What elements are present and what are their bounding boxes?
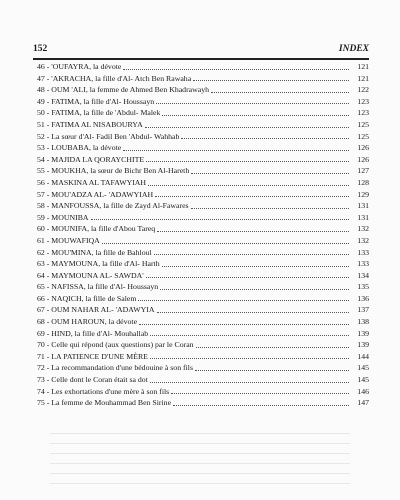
entry-title: 69 - HIND, la fille d'Al- Mouhallab: [37, 328, 149, 338]
entry-title: 63 - MAYMOUNA, la fille d'Al- Harth: [37, 259, 160, 269]
index-entry: [37, 374, 369, 386]
dot-leader: [138, 299, 349, 301]
index-entry: [37, 293, 369, 305]
entry-page-number: 121: [357, 73, 369, 83]
entry-title: 48 - OUM 'ALI, la femme de Ahmed Ben Khadrawayh: [37, 85, 210, 95]
entry-page-number: 147: [357, 398, 369, 408]
index-entry: [37, 96, 369, 108]
index-entry: [37, 177, 369, 189]
entry-title: 71 - LA PATIENCE D'UNE MÈRE: [37, 351, 148, 361]
dot-leader: [162, 265, 349, 267]
index-entry: [37, 189, 369, 201]
index-entry: [37, 73, 369, 85]
entry-page-number: 137: [357, 305, 369, 315]
entry-title: 50 - FATIMA, la fille de 'Abdul- Malek: [37, 108, 161, 118]
index-entry: [37, 142, 369, 154]
entry-title: 61 - MOUWAFIQA: [37, 235, 100, 245]
entry-page-number: 139: [357, 328, 369, 338]
entry-title: 55 - MOUKHA, la sœur de Bichr Ben Al-Hareth: [37, 166, 190, 176]
entry-page-number: 128: [357, 177, 369, 187]
entry-page-number: 145: [357, 375, 369, 385]
index-entry: [37, 258, 369, 270]
bleed-through-text: [50, 424, 350, 484]
index-entry: [37, 107, 369, 119]
entry-title: 60 - MOUNIFA, la fille d'Abou Tareq: [37, 224, 156, 234]
dot-leader: [162, 114, 349, 116]
entry-title: 52 - La sœur d'Al- Fadil Ben 'Abdul- Wahhab: [37, 131, 180, 141]
entry-title: 57 - MOU'ADZA AL- 'ADAWYIAH: [37, 189, 154, 199]
index-entry: [37, 154, 369, 166]
entry-page-number: 133: [357, 259, 369, 269]
entry-page-number: 132: [357, 224, 369, 234]
entry-page-number: 129: [357, 189, 369, 199]
entry-page-number: 138: [357, 317, 369, 327]
entry-title: 53 - LOUBABA, la dévote: [37, 143, 122, 153]
entry-title: 47 - 'AKRACHA, la fille d'Al- Atch Ben Rawaha: [37, 73, 192, 83]
dot-leader: [191, 172, 349, 174]
entry-title: 74 - Les exhortations d'une mère à son fils: [37, 386, 170, 396]
dot-leader: [91, 218, 349, 220]
dot-leader: [160, 288, 349, 290]
dot-leader: [211, 91, 349, 93]
entry-title: 58 - MANFOUSSA, la fille de Zayd Al-Fawares: [37, 201, 189, 211]
index-entry: [37, 270, 369, 282]
page-number: 152: [33, 44, 48, 54]
entry-page-number: 122: [357, 85, 369, 95]
dot-leader: [191, 207, 349, 209]
dot-leader: [157, 311, 349, 313]
dot-leader: [195, 369, 349, 371]
index-entry: [37, 200, 369, 212]
entry-page-number: 127: [357, 166, 369, 176]
entry-title: 72 - La recommandation d'une bédouine à son fils: [37, 363, 193, 373]
index-entry: [37, 84, 369, 96]
index-entry: [37, 304, 369, 316]
dot-leader: [150, 357, 349, 359]
entry-title: 51 - FATIMA AL NISABOURYA: [37, 119, 143, 129]
dot-leader: [139, 323, 349, 325]
entry-title: 75 - La femme de Mouhammad Ben Sirine: [37, 398, 172, 408]
running-title: INDEX: [338, 44, 369, 54]
dot-leader: [123, 68, 349, 70]
dot-leader: [154, 253, 349, 255]
entry-title: 56 - MASKINA AL TAFAWYIAH: [37, 177, 147, 187]
page-header: [33, 44, 369, 58]
index-entry: [37, 281, 369, 293]
dot-leader: [193, 79, 349, 81]
dot-leader: [102, 242, 349, 244]
entry-title: 62 - MOU'MINA, la fille de Bahloul: [37, 247, 152, 257]
dot-leader: [123, 149, 349, 151]
entry-title: 49 - FATIMA, la fille d'Al- Houssayn: [37, 96, 155, 106]
entry-page-number: 131: [357, 212, 369, 222]
index-entry: [37, 131, 369, 143]
header-rule: [33, 58, 369, 60]
index-entry: [37, 61, 369, 73]
index-entry: [37, 339, 369, 351]
entry-title: 64 - MAYMOUNA AL- SAWDA': [37, 270, 144, 280]
entry-page-number: 133: [357, 247, 369, 257]
index-list: [37, 61, 369, 409]
entry-page-number: 125: [357, 119, 369, 129]
index-entry: [37, 351, 369, 363]
entry-title: 73 - Celle dont le Coran était sa dot: [37, 375, 148, 385]
entry-page-number: 123: [357, 108, 369, 118]
entry-page-number: 139: [357, 340, 369, 350]
index-entry: [37, 328, 369, 340]
dot-leader: [156, 102, 349, 104]
entry-page-number: 144: [357, 351, 369, 361]
entry-page-number: 121: [357, 62, 369, 71]
dot-leader: [173, 404, 349, 406]
entry-title: 70 - Celle qui répond (aux questions) par le Coran: [37, 340, 194, 350]
index-entry: [37, 362, 369, 374]
index-entry: [37, 223, 369, 235]
index-entry: [37, 119, 369, 131]
entry-page-number: 126: [357, 154, 369, 164]
dot-leader: [146, 276, 349, 278]
entry-page-number: 136: [357, 293, 369, 303]
entry-page-number: 125: [357, 131, 369, 141]
entry-title: 68 - OUM HAROUN, la dévote: [37, 317, 138, 327]
dot-leader: [150, 334, 349, 336]
entry-page-number: 135: [357, 282, 369, 292]
dot-leader: [181, 137, 349, 139]
dot-leader: [171, 392, 349, 394]
entry-title: 65 - NAFISSA, la fille d'Al- Houssayn: [37, 282, 159, 292]
dot-leader: [150, 381, 349, 383]
index-entry: [37, 165, 369, 177]
entry-page-number: 123: [357, 96, 369, 106]
entry-title: 46 - 'OUFAYRA, la dévote: [37, 62, 122, 71]
dot-leader: [155, 195, 349, 197]
index-entry: [37, 235, 369, 247]
entry-title: 54 - MAJIDA LA QORAYCHITE: [37, 154, 145, 164]
index-entry: [37, 247, 369, 259]
entry-page-number: 145: [357, 363, 369, 373]
entry-page-number: 134: [357, 270, 369, 280]
index-entry: [37, 316, 369, 328]
entry-title: 67 - OUM NAHAR AL- 'ADAWYIA: [37, 305, 155, 315]
dot-leader: [196, 346, 349, 348]
index-entry: [37, 212, 369, 224]
entry-page-number: 126: [357, 143, 369, 153]
dot-leader: [148, 184, 349, 186]
entry-page-number: 132: [357, 235, 369, 245]
entry-page-number: 131: [357, 201, 369, 211]
entry-title: 66 - NAQICH, la fille de Salem: [37, 293, 137, 303]
index-entry: [37, 386, 369, 398]
entry-title: 59 - MOUNIBA: [37, 212, 89, 222]
index-entry: [37, 397, 369, 409]
dot-leader: [157, 230, 349, 232]
entry-page-number: 146: [357, 386, 369, 396]
dot-leader: [145, 126, 349, 128]
dot-leader: [146, 160, 349, 162]
